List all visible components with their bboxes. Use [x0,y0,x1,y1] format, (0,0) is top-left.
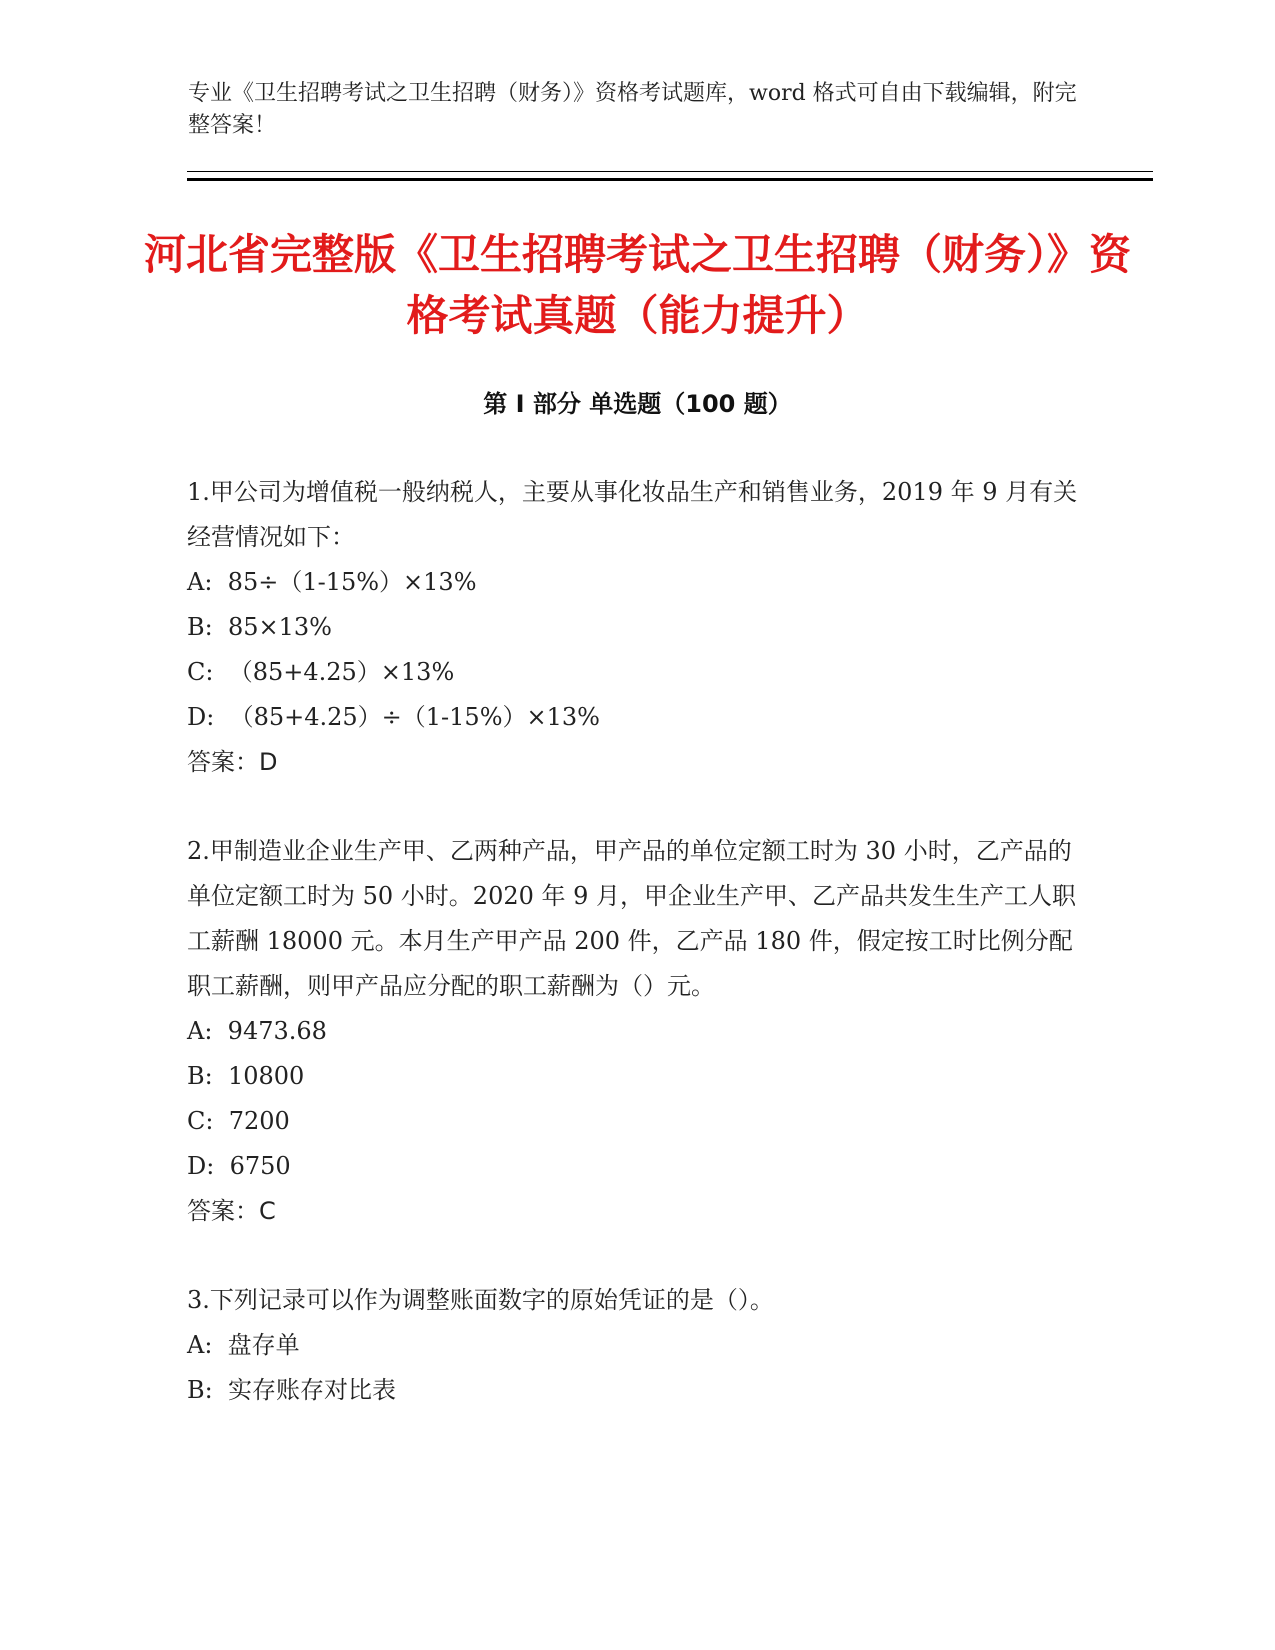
question-stem: 2.甲制造业企业生产甲、乙两种产品，甲产品的单位定额工时为 30 小时，乙产品的单位定额工时为 50 小时。2020 年 9 月，甲企业生产甲、乙产品共发生生产工人职工薪酬 18000 元。本月生产甲产品 200 件，乙产品 180 件，假定按工时比例分配职工薪酬，则甲产品应分配的职工薪酬为（）元。 [187,837,1077,1000]
document-title: 河北省完整版《卫生招聘考试之卫生招聘（财务）》资格考试真题（能力提升） [143,230,1131,340]
question-3 [187,1278,1087,1413]
question-list [187,470,1087,1457]
option-c: C: （85+4.25）×13% [187,658,455,686]
option-b: B: 实存账存对比表 [187,1376,396,1404]
question-stem: 1.甲公司为增值税一般纳税人，主要从事化妆品生产和销售业务，2019 年 9 月有关经营情况如下： [187,478,1078,551]
option-c: C: 7200 [187,1107,290,1135]
answer-line: 答案：D [187,748,278,776]
question-2 [187,829,1087,1234]
header-divider-thin [187,171,1153,172]
question-1 [187,470,1087,785]
option-d: D: （85+4.25）÷（1-15%）×13% [187,703,600,731]
answer-line: 答案：C [187,1197,276,1225]
option-d: D: 6750 [187,1152,291,1180]
option-b: B: 85×13% [187,613,332,641]
header-note: 专业《卫生招聘考试之卫生招聘（财务）》资格考试题库，word 格式可自由下载编辑，附完整答案！ [188,81,1077,138]
option-a: A: 85÷（1-15%）×13% [187,568,477,596]
option-a: A: 盘存单 [187,1331,300,1359]
option-a: A: 9473.68 [187,1017,327,1045]
header-divider-thick [187,178,1153,181]
option-b: B: 10800 [187,1062,305,1090]
section-heading: 第 I 部分 单选题（100 题） [483,390,792,418]
question-stem: 3.下列记录可以作为调整账面数字的原始凭证的是（）。 [187,1286,774,1314]
